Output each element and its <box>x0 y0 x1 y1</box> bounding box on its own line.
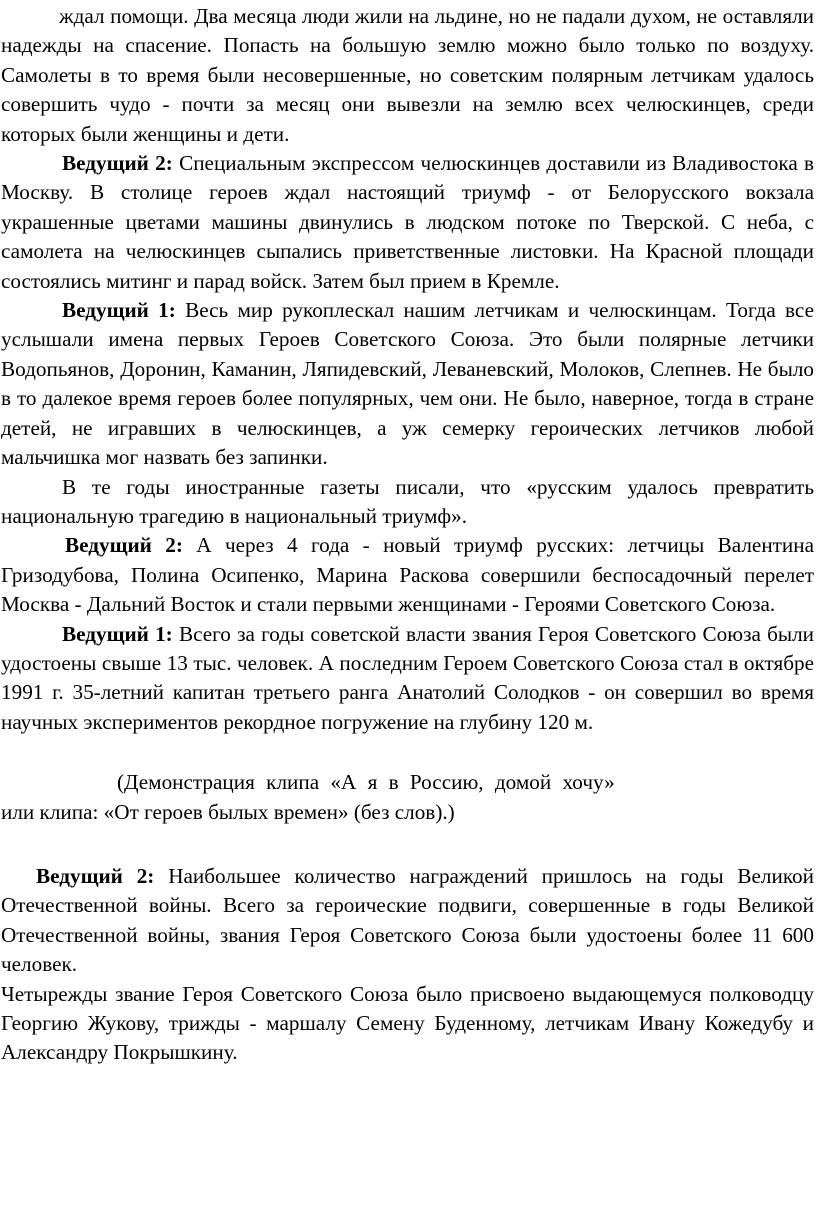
paragraph-multiple-heroes <box>1 980 814 1068</box>
paragraph-text: Наибольшее количество награждений пришлось на годы Великой Отечественной войны. Всего за героические подвиги, совершенные в годы Великой Отечественной войны, звания Героя Советского Союза были удостоены более 11 600 человек. <box>1 863 814 977</box>
paragraph-presenter-1-heroes <box>1 296 814 472</box>
speaker-label: Ведущий 1: <box>62 621 173 646</box>
clip-demonstration-note <box>1 768 814 827</box>
paragraph-presenter-2-express <box>1 149 814 296</box>
paragraph-foreign-newspapers <box>1 473 814 532</box>
speaker-label: Ведущий 2: <box>65 533 183 558</box>
paragraph-text: А через 4 года - новый триумф русских: летчицы Валентина Гризодубова, Полина Осипенко, Марина Раскова совершили беспосадочный перелет Москва - Дальний Восток и стали первыми женщинами - Героями Советского Союза. <box>1 533 815 617</box>
speaker-label: Ведущий 2: <box>62 151 173 176</box>
paragraph-text: Всего за годы советской власти звания Героя Советского Союза были удостоены свыше 13 тыс. человек. А последним Героем Советского Союза стал в октябре 1991 г. 35-летний капитан третьего ранга Анатолий Солодков - он совершил во время научных экспериментов рекордное погружение на глубину 120 м. <box>1 621 814 734</box>
paragraph-presenter-2-aviatrixes <box>1 531 814 619</box>
speaker-label: Ведущий 2: <box>36 863 155 888</box>
paragraph-text: Весь мир рукоплескал нашим летчикам и челюскинцам. Тогда все услышали имена первых Героев Советского Союза. Это были полярные летчики Водопьянов, Доронин, Каманин, Ляпидевский, Леваневский, Молоков, Слепнев. Не было в то далекое время героев более популярных, чем они. Не было, наверное, тогда в стране детей, не игравших в челюскинцев, а уж семерку героических летчиков любой мальчишка мог назвать без запинки. <box>1 298 814 470</box>
clip-note-line-1: (Демонстрация клипа «А я в Россию, домой хочу» <box>117 770 615 795</box>
paragraph-text: Четырежды звание Героя Советского Союза было присвоено выдающемуся полководцу Георгию Жукову, трижды - маршалу Семену Буденному, летчикам Ивану Кожедубу и Александру Покрышкину. <box>1 981 814 1065</box>
spacer <box>1 827 814 862</box>
clip-note-line-2: или клипа: «От героев былых времен» (без слов).) <box>1 799 455 824</box>
paragraph-text: Специальным экспрессом челюскинцев доставили из Владивостока в Москву. В столице героев ждал настоящий триумф - от Белорусского вокзала украшенные цветами машины двинулись в людском потоке по Тверской. С неба, с самолета на челюскинцев сыпались приветственные листовки. На Красной площади состоялись митинг и парад войск. Затем был прием в Кремле. <box>1 151 815 293</box>
spacer <box>1 737 814 768</box>
paragraph-text: В те годы иностранные газеты писали, что «русским удалось превратить национальную трагедию в национальный триумф». <box>1 474 814 528</box>
paragraph-text: ждал помощи. Два месяца люди жили на льдине, но не падали духом, не оставляли надежды на спасение. Попасть на большую землю можно было только по воздуху. Самолеты в то время были несовершенные, но советским полярным летчикам удалось совершить чудо - почти за месяц они вывезли на землю всех челюскинцев, среди которых были женщины и дети. <box>1 4 814 146</box>
paragraph-presenter-1-last-hero <box>1 620 814 738</box>
paragraph-continuation <box>1 2 814 149</box>
paragraph-presenter-2-war-awards <box>1 862 814 980</box>
speaker-label: Ведущий 1: <box>62 298 176 323</box>
